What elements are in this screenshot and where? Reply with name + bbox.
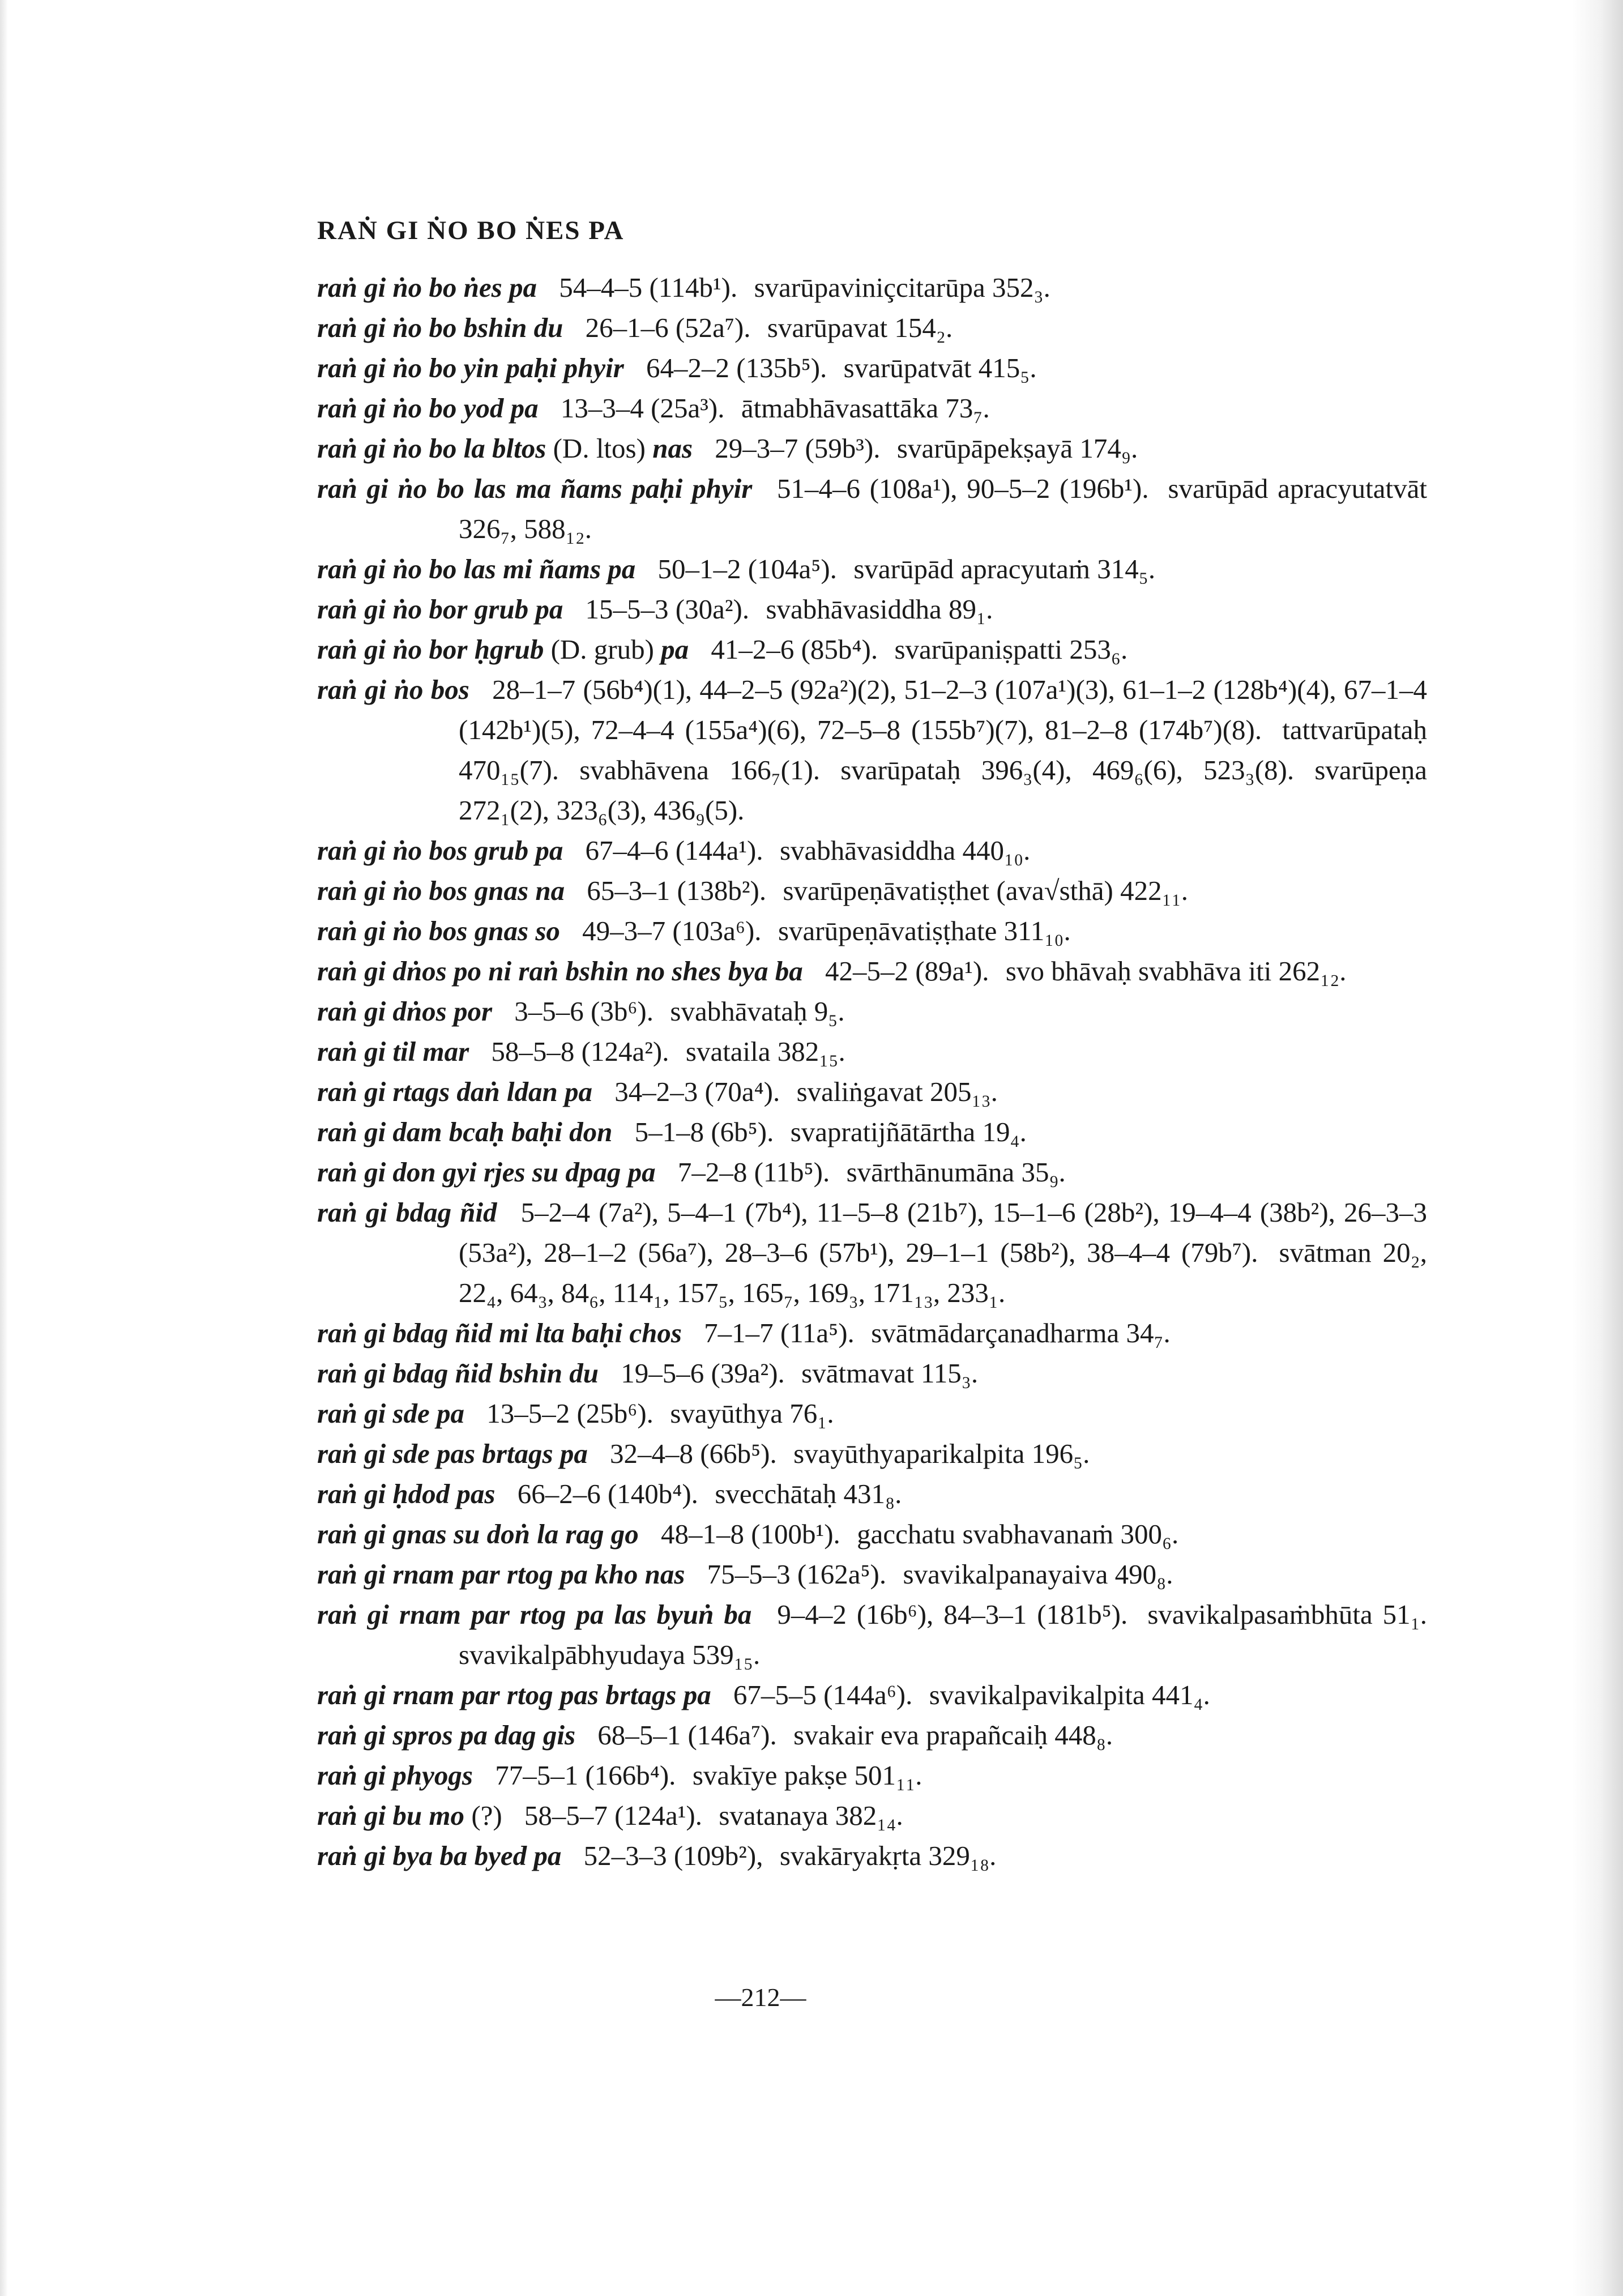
tibetan-term: raṅ gi ṅo bo ṅes pa: [317, 272, 537, 303]
entry-list: [317, 267, 1427, 1876]
sanskrit-equivalent: svayūthya 76₁.: [670, 1398, 834, 1429]
text-location: 58–5–8 (124a²).: [491, 1036, 669, 1067]
page-shadow-right: [1572, 0, 1623, 2296]
variant-note: (?): [471, 1800, 502, 1831]
tibetan-term: raṅ gi bya ba byed pa: [317, 1840, 562, 1871]
text-location: 9–4–2 (16b⁶), 84–3–1 (181b⁵).: [777, 1599, 1128, 1630]
text-location: 41–2–6 (85b⁴).: [711, 634, 878, 665]
tibetan-term: raṅ gi rnam par rtog pa kho nas: [317, 1559, 685, 1590]
dictionary-entry: [317, 1715, 1427, 1755]
sanskrit-equivalent: svavikalpanayaiva 490₈.: [903, 1559, 1173, 1590]
tibetan-term: raṅ gi ṅo bo la bltos: [317, 433, 546, 464]
sanskrit-equivalent: svecchātaḥ 431₈.: [715, 1478, 902, 1509]
sanskrit-equivalent: svarūpavat 154₂.: [767, 312, 953, 343]
tibetan-term: raṅ gi ṅo bo bshin du: [317, 312, 563, 343]
dictionary-entry: [317, 870, 1427, 911]
text-location: 67–5–5 (144a⁶).: [733, 1679, 913, 1710]
dictionary-entry: [317, 1192, 1427, 1313]
text-location: 65–3–1 (138b²).: [587, 875, 767, 906]
tibetan-term-cont: nas: [652, 433, 693, 464]
tibetan-term: raṅ gi bu mo: [317, 1800, 465, 1831]
sanskrit-equivalent: tattvarūpataḥ 470₁₅(7). svabhāvena 166₇(1). svarūpataḥ 396₃(4), 469₆(6), 523₃(8). svarūpeṇa 272₁(2), 323₆(3), 436₉(5).: [459, 714, 1427, 826]
tibetan-term: raṅ gi ṅo bos gnas na: [317, 875, 565, 906]
text-location: 77–5–1 (166b⁴).: [495, 1760, 676, 1791]
tibetan-term: raṅ gi rnam par rtog pa las byuṅ ba: [317, 1599, 752, 1630]
text-location: 51–4–6 (108a¹), 90–5–2 (196b¹).: [777, 473, 1149, 504]
dictionary-entry: [317, 1675, 1427, 1715]
tibetan-term: raṅ gi ṅo bo yod pa: [317, 392, 539, 424]
page-number: —212—: [715, 1983, 806, 2012]
dictionary-entry: [317, 1313, 1427, 1353]
sanskrit-equivalent: svarūpāpekṣayā 174₉.: [896, 433, 1138, 464]
sanskrit-equivalent: svo bhāvaḥ svabhāva iti 262₁₂.: [1005, 955, 1347, 987]
sanskrit-equivalent: svayūthyaparikalpita 196₅.: [793, 1438, 1090, 1469]
page-content: [317, 215, 1427, 1876]
text-location: 28–1–7 (56b⁴)(1), 44–2–5 (92a²)(2), 51–2–3 (107a¹)(3), 61–1–2 (128b⁴)(4), 67–1–4 (142b¹)(5), 72–4–4 (155a⁴)(6), 72–5–8 (155b⁷)(7), 81–2–8 (174b⁷)(8).: [459, 674, 1428, 745]
sanskrit-equivalent: svarūpatvāt 415₅.: [843, 352, 1037, 383]
sanskrit-equivalent: svavikalpasaṁbhūta 51₁. svavikalpābhyudaya 539₁₅.: [459, 1599, 1428, 1670]
text-location: 34–2–3 (70a⁴).: [614, 1076, 780, 1107]
tibetan-term: raṅ gi bdag ñid bshin du: [317, 1358, 599, 1389]
sanskrit-equivalent: svarūpaniṣpatti 253₆.: [894, 634, 1128, 665]
tibetan-term-cont: pa: [661, 634, 689, 665]
tibetan-term: raṅ gi ṅo bos grub pa: [317, 835, 563, 866]
text-location: 64–2–2 (135b⁵).: [646, 352, 827, 383]
text-location: 5–1–8 (6b⁵).: [634, 1116, 774, 1147]
tibetan-term: raṅ gi sde pa: [317, 1398, 465, 1429]
sanskrit-equivalent: gacchatu svabhavanaṁ 300₆.: [857, 1518, 1179, 1550]
sanskrit-equivalent: svabhāvasiddha 440₁₀.: [779, 835, 1031, 866]
tibetan-term: raṅ gi ṅo bo las ma ñams paḥi phyir: [317, 473, 753, 504]
tibetan-term: raṅ gi sde pas brtags pa: [317, 1438, 588, 1469]
tibetan-term: raṅ gi ṅo bos gnas so: [317, 915, 560, 946]
dictionary-entry: [317, 267, 1427, 308]
tibetan-term: raṅ gi til mar: [317, 1036, 469, 1067]
sanskrit-equivalent: svakāryakṛta 329₁₈.: [779, 1840, 997, 1871]
dictionary-entry: [317, 388, 1427, 428]
tibetan-term: raṅ gi ḥdod pas: [317, 1478, 496, 1509]
sanskrit-equivalent: svarūpād apracyutaṁ 314₅.: [853, 553, 1156, 584]
dictionary-entry: [317, 669, 1427, 830]
tibetan-term: raṅ gi bdag ñid mi lta baḥi chos: [317, 1317, 682, 1348]
dictionary-entry: [317, 1755, 1427, 1795]
tibetan-term: raṅ gi spros pa dag gis: [317, 1719, 576, 1751]
tibetan-term: raṅ gi ṅo bo las mi ñams pa: [317, 553, 636, 584]
page-shadow-left: [0, 0, 8, 2296]
dictionary-entry: [317, 1152, 1427, 1192]
tibetan-term: raṅ gi ṅo bos: [317, 674, 469, 705]
dictionary-entry: [317, 549, 1427, 589]
text-location: 66–2–6 (140b⁴).: [517, 1478, 698, 1509]
sanskrit-equivalent: svarūpeṇāvatiṣṭhate 311₁₀.: [778, 915, 1071, 946]
sanskrit-equivalent: ātmabhāvasattāka 73₇.: [741, 392, 990, 424]
tibetan-term: raṅ gi dṅos por: [317, 996, 493, 1027]
tibetan-term: raṅ gi don gyi rjes su dpag pa: [317, 1156, 656, 1188]
sanskrit-equivalent: svatanaya 382₁₄.: [719, 1800, 903, 1831]
tibetan-term: raṅ gi rnam par rtog pas brtags pa: [317, 1679, 711, 1710]
text-location: 7–1–7 (11a⁵).: [704, 1317, 855, 1348]
text-location: 19–5–6 (39a²).: [621, 1358, 785, 1389]
text-location: 13–5–2 (25b⁶).: [486, 1398, 654, 1429]
dictionary-entry: [317, 428, 1427, 468]
text-location: 54–4–5 (114b¹).: [559, 272, 738, 303]
text-location: 49–3–7 (103a⁶).: [582, 915, 762, 946]
tibetan-term: raṅ gi phyogs: [317, 1760, 473, 1791]
dictionary-entry: [317, 911, 1427, 951]
sanskrit-equivalent: svārthānumāna 35₉.: [846, 1156, 1066, 1188]
text-location: 5–2–4 (7a²), 5–4–1 (7b⁴), 11–5–8 (21b⁷), 15–1–6 (28b²), 19–4–4 (38b²), 26–3–3 (53a²), 28–1–2 (56a⁷), 28–3–6 (57b¹), 29–1–1 (58b²), 38–4–4 (79b⁷).: [459, 1197, 1428, 1268]
text-location: 26–1–6 (52a⁷).: [585, 312, 751, 343]
dictionary-entry: [317, 1836, 1427, 1876]
sanskrit-equivalent: svavikalpavikalpita 441₄.: [929, 1679, 1210, 1710]
dictionary-entry: [317, 991, 1427, 1031]
tibetan-term: raṅ gi rtags daṅ ldan pa: [317, 1076, 593, 1107]
dictionary-entry: [317, 1474, 1427, 1514]
variant-note: (D. grub): [550, 634, 654, 665]
dictionary-entry: [317, 1594, 1427, 1675]
tibetan-term: raṅ gi ṅo bor ḥgrub: [317, 634, 544, 665]
sanskrit-equivalent: svarūpaviniçcitarūpa 352₃.: [754, 272, 1050, 303]
sanskrit-equivalent: svarūpād apracyutatvāt 326₇, 588₁₂.: [459, 473, 1428, 544]
dictionary-entry: [317, 1433, 1427, 1474]
text-location: 52–3–3 (109b²),: [583, 1840, 763, 1871]
dictionary-entry: [317, 830, 1427, 870]
sanskrit-equivalent: svaliṅgavat 205₁₃.: [796, 1076, 998, 1107]
dictionary-entry: [317, 468, 1427, 549]
dictionary-entry: [317, 1112, 1427, 1152]
page-header: RAṄ GI ṄO BO ṄES PA: [317, 216, 625, 245]
sanskrit-equivalent: svarūpeṇāvatiṣṭhet (ava√sthā) 422₁₁.: [783, 875, 1189, 906]
sanskrit-equivalent: svātmādarçanadharma 34₇.: [871, 1317, 1171, 1348]
dictionary-entry: [317, 951, 1427, 991]
text-location: 48–1–8 (100b¹).: [660, 1518, 840, 1550]
dictionary-entry: [317, 629, 1427, 669]
tibetan-term: raṅ gi gnas su doṅ la rag go: [317, 1518, 639, 1550]
dictionary-entry: [317, 1031, 1427, 1072]
sanskrit-equivalent: svātmavat 115₃.: [801, 1358, 979, 1389]
text-location: 13–3–4 (25a³).: [560, 392, 725, 424]
tibetan-term: raṅ gi dam bcaḥ baḥi don: [317, 1116, 613, 1147]
sanskrit-equivalent: svataila 382₁₅.: [685, 1036, 845, 1067]
text-location: 58–5–7 (124a¹).: [524, 1800, 702, 1831]
text-location: 42–5–2 (89a¹).: [825, 955, 989, 987]
sanskrit-equivalent: svakair eva prapañcaiḥ 448₈.: [793, 1719, 1113, 1751]
dictionary-entry: [317, 348, 1427, 388]
dictionary-entry: [317, 1554, 1427, 1594]
dictionary-entry: [317, 1393, 1427, 1433]
text-location: 3–5–6 (3b⁶).: [514, 996, 654, 1027]
text-location: 15–5–3 (30a²).: [585, 594, 750, 625]
sanskrit-equivalent: svakīye pakṣe 501₁₁.: [692, 1760, 922, 1791]
sanskrit-equivalent: svabhāvasiddha 89₁.: [766, 594, 993, 625]
variant-note: (D. ltos): [553, 433, 646, 464]
sanskrit-equivalent: svapratijñātārtha 19₄.: [790, 1116, 1027, 1147]
sanskrit-equivalent: svātman 20₂, 22₄, 64₃, 84₆, 114₁, 157₅, 165₇, 169₃, 171₁₃, 233₁.: [459, 1237, 1427, 1308]
tibetan-term: raṅ gi ṅo bo yin paḥi phyir: [317, 352, 624, 383]
text-location: 75–5–3 (162a⁵).: [707, 1559, 887, 1590]
text-location: 7–2–8 (11b⁵).: [677, 1156, 830, 1188]
tibetan-term: raṅ gi ṅo bor grub pa: [317, 594, 563, 625]
text-location: 68–5–1 (146a⁷).: [597, 1719, 777, 1751]
tibetan-term: raṅ gi dṅos po ni raṅ bshin no shes bya ba: [317, 955, 803, 987]
tibetan-term: raṅ gi bdag ñid: [317, 1197, 497, 1228]
dictionary-entry: [317, 589, 1427, 629]
text-location: 67–4–6 (144a¹).: [585, 835, 763, 866]
dictionary-entry: [317, 1072, 1427, 1112]
dictionary-entry: [317, 1353, 1427, 1393]
dictionary-entry: [317, 308, 1427, 348]
dictionary-entry: [317, 1514, 1427, 1554]
dictionary-entry: [317, 1795, 1427, 1836]
text-location: 32–4–8 (66b⁵).: [610, 1438, 777, 1469]
sanskrit-equivalent: svabhāvataḥ 9₅.: [670, 996, 845, 1027]
text-location: 50–1–2 (104a⁵).: [657, 553, 837, 584]
text-location: 29–3–7 (59b³).: [715, 433, 881, 464]
